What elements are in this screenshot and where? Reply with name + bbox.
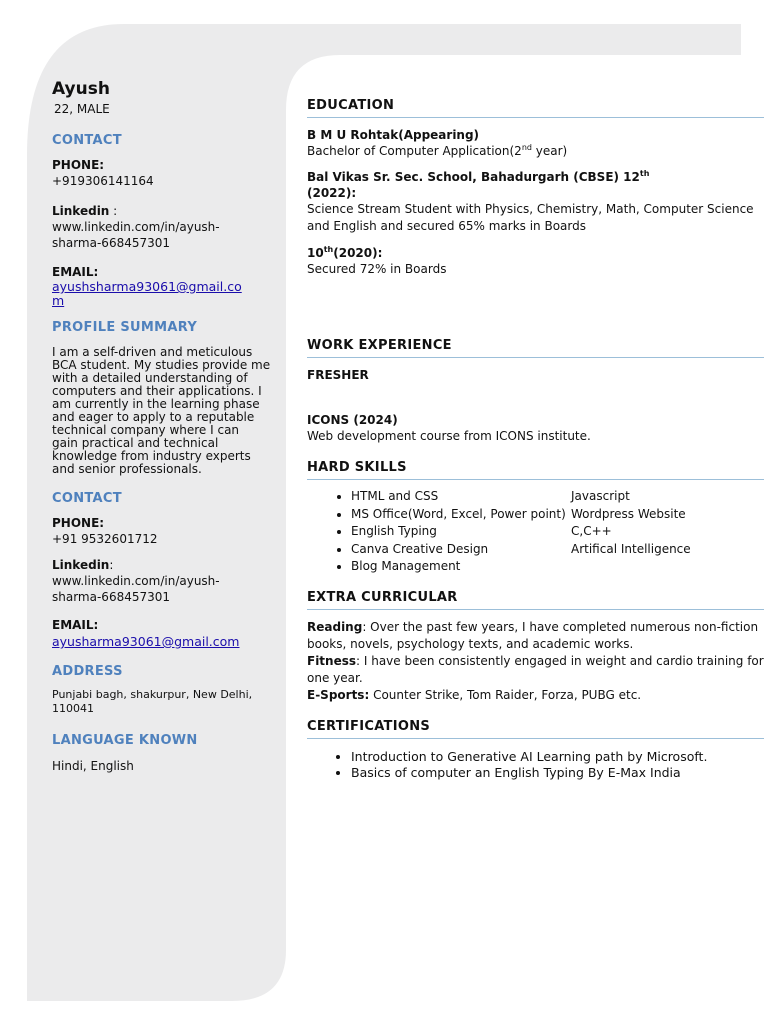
reading-label: Reading — [307, 619, 363, 634]
education-title: 10 — [307, 246, 324, 260]
address-line1: Punjabi bagh, shakurpur, New Delhi, — [52, 688, 253, 701]
email-link-2[interactable]: ayusharma93061@gmail.com — [52, 634, 240, 649]
summary-line: technical company where I can — [52, 423, 240, 437]
profile-summary-heading: PROFILE SUMMARY — [52, 320, 198, 335]
certifications-list — [307, 749, 764, 781]
linkedin-separator: : — [109, 204, 118, 218]
reading-text-line2: books, novels, psychology texts, and academic works. — [307, 636, 634, 651]
main-content — [307, 98, 764, 781]
ordinal-suffix: th — [639, 169, 650, 178]
fitness-text-line2: one year. — [307, 670, 363, 685]
skill-item: • Blog Management — [351, 558, 571, 576]
fitness-label: Fitness — [307, 653, 357, 668]
contact-heading-2: CONTACT — [52, 491, 122, 506]
education-entry — [307, 245, 764, 278]
esports-label: E-Sports: — [307, 687, 370, 702]
skill-item: • English Typing — [351, 523, 571, 541]
skill-item: Wordpress Website — [571, 506, 686, 521]
email-link[interactable] — [52, 280, 274, 308]
summary-line: BCA student. My studies provide me — [52, 358, 271, 372]
linkedin-url-line2: sharma-668457301 — [52, 236, 171, 250]
linkedin-separator-2: : — [109, 558, 114, 572]
candidate-name: Ayush — [52, 79, 110, 99]
work-experience-heading: WORK EXPERIENCE — [307, 338, 764, 358]
education-entry — [307, 169, 764, 235]
address-line2: 110041 — [52, 702, 94, 715]
language-value: Hindi, English — [52, 759, 134, 773]
certification-item: • Introduction to Generative AI Learning path by Microsoft. — [351, 749, 764, 765]
summary-line: and eager to apply to a reputable — [52, 410, 255, 424]
sidebar — [52, 78, 274, 774]
certification-item: • Basics of computer an English Typing By E-Max India — [351, 765, 764, 781]
skill-item: • Canva Creative Design — [351, 541, 571, 559]
linkedin-label-2: Linkedin — [52, 558, 110, 572]
email-line2: m — [52, 293, 65, 308]
extra-curricular-heading: EXTRA CURRICULAR — [307, 590, 764, 610]
phone-value-2: +91 9532601712 — [52, 532, 158, 546]
age-gender: 22, MALE — [54, 102, 110, 116]
education-title: Bal Vikas Sr. Sec. School, Bahadurgarh (CBSE) 12 — [307, 170, 640, 184]
phone-value: +919306141164 — [52, 174, 154, 188]
skills-column-1 — [307, 488, 571, 576]
linkedin-url-line1: www.linkedin.com/in/ayush- — [52, 220, 220, 234]
skill-item: C,C++ — [571, 524, 612, 538]
skill-item: • HTML and CSS — [351, 488, 571, 506]
skill-item: • MS Office(Word, Excel, Power point) — [351, 506, 571, 524]
summary-line: computers and their applications. I — [52, 384, 262, 398]
ordinal-suffix: nd — [521, 143, 532, 152]
summary-line: knowledge from industry experts — [52, 449, 251, 463]
course-title: ICONS (2024) — [307, 413, 398, 427]
hard-skills-heading: HARD SKILLS — [307, 460, 764, 480]
skill-item: Javascript — [571, 489, 630, 503]
skills-column-2 — [571, 488, 751, 576]
linkedin-label: Linkedin — [52, 204, 110, 218]
skill-item: Artifical Intelligence — [571, 541, 691, 556]
certifications-heading: CERTIFICATIONS — [307, 719, 764, 739]
extra-curricular-text — [307, 619, 764, 704]
linkedin-url-line2-2: sharma-668457301 — [52, 590, 171, 604]
contact-heading: CONTACT — [52, 133, 122, 148]
education-desc: Secured 72% in Boards — [307, 262, 447, 276]
summary-line: gain practical and technical — [52, 436, 219, 450]
education-year: (2020): — [333, 246, 383, 260]
address-text — [52, 688, 274, 716]
email-label: EMAIL: — [52, 265, 99, 279]
course-desc: Web development course from ICONS institute. — [307, 429, 591, 443]
esports-text: Counter Strike, Tom Raider, Forza, PUBG etc. — [369, 687, 642, 702]
summary-line: I am a self-driven and meticulous — [52, 345, 253, 359]
summary-line: with a detailed understanding of — [52, 371, 248, 385]
education-desc-end: year) — [531, 144, 568, 158]
language-heading: LANGUAGE KNOWN — [52, 733, 198, 748]
summary-line: and senior professionals. — [52, 462, 202, 476]
education-year: (2022): — [307, 186, 357, 200]
phone-label: PHONE: — [52, 158, 105, 172]
ordinal-suffix: th — [323, 245, 334, 254]
education-title: B M U Rohtak(Appearing) — [307, 128, 480, 142]
education-desc: Bachelor of Computer Application(2 — [307, 144, 522, 158]
work-status: FRESHER — [307, 368, 369, 382]
summary-line: am currently in the learning phase — [52, 397, 260, 411]
email-label-2: EMAIL: — [52, 618, 99, 632]
profile-summary-text — [52, 346, 274, 476]
education-heading: EDUCATION — [307, 98, 764, 118]
phone-label-2: PHONE: — [52, 516, 105, 530]
skills-list — [307, 488, 764, 576]
fitness-text: : I have been consistently engaged in weight and cardio training for — [356, 653, 764, 668]
linkedin-url-line1-2: www.linkedin.com/in/ayush- — [52, 574, 220, 588]
education-entry — [307, 127, 764, 160]
education-desc-line2: and English and secured 65% marks in Boards — [307, 219, 586, 233]
email-line1: ayushsharma93061@gmail.co — [52, 279, 242, 294]
address-heading: ADDRESS — [52, 664, 123, 679]
reading-text: : Over the past few years, I have completed numerous non-fiction — [362, 619, 759, 634]
education-desc-line1: Science Stream Student with Physics, Chemistry, Math, Computer Science — [307, 202, 754, 216]
